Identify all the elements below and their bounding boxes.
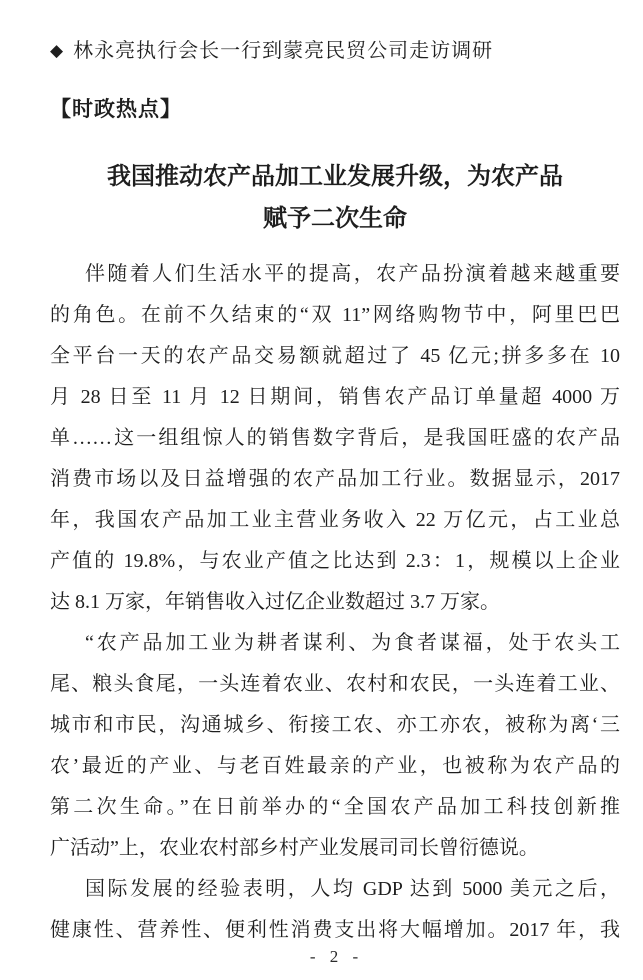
- body-line: 国际发展的经验表明，人均 GDP 达到 5000 美元之后，: [85, 878, 620, 900]
- body-line: 产值的 19.8%，与农业产值之比达到 2.3：1，规模以上企业: [50, 550, 620, 572]
- body-line: 消费市场以及日益增强的农产品加工行业。数据显示，2017: [50, 468, 620, 490]
- article-title-line-1: 我国推动农产品加工业发展升级，为农产品: [107, 164, 563, 190]
- body-line: 的角色。在前不久结束的“双 11”网络购物节中，阿里巴巴: [50, 304, 620, 326]
- body-line: 第二次生命。”在日前举办的“全国农产品加工科技创新推: [50, 796, 620, 818]
- body-line: 伴随着人们生活水平的提高，农产品扮演着越来越重要: [85, 263, 620, 285]
- body-line: 城市和市民，沟通城乡、衔接工农、亦工亦农，被称为离‘三: [50, 714, 620, 736]
- body-line: “农产品加工业为耕者谋利、为食者谋福，处于农头工: [85, 632, 620, 654]
- body-line: 年，我国农产品加工业主营业务收入 22 万亿元，占工业总: [50, 509, 620, 531]
- body-line: 尾、粮头食尾，一头连着农业、农村和农民，一头连着工业、: [50, 673, 620, 695]
- article-title: [50, 156, 620, 240]
- article-title-line-2: 赋予二次生命: [263, 206, 407, 232]
- diamond-bullet-icon: ◆: [50, 41, 65, 60]
- page-number: - 2 -: [309, 947, 361, 966]
- section-header: 【时政热点】: [50, 98, 182, 121]
- article-body: [50, 254, 620, 951]
- body-line: 达 8.1 万家，年销售收入过亿企业数超过 3.7 万家。: [50, 591, 500, 613]
- body-line: 农’最近的产业、与老百姓最亲的产业，也被称为农产品的: [50, 755, 620, 777]
- news-item-text: 林永亮执行会长一行到蒙亮民贸公司走访调研: [73, 40, 494, 62]
- body-line: 广活动”上，农业农村部乡村产业发展司司长曾衍德说。: [50, 837, 539, 859]
- body-line: 月 28 日至 11 月 12 日期间，销售农产品订单量超 4000 万: [50, 386, 620, 408]
- body-line: 单……这一组组惊人的销售数字背后，是我国旺盛的农产品: [50, 427, 620, 449]
- body-line: 健康性、营养性、便利性消费支出将大幅增加。2017 年，我: [50, 919, 620, 941]
- news-list-item: [50, 36, 620, 66]
- body-line: 全平台一天的农产品交易额就超过了 45 亿元;拼多多在 10: [50, 345, 620, 367]
